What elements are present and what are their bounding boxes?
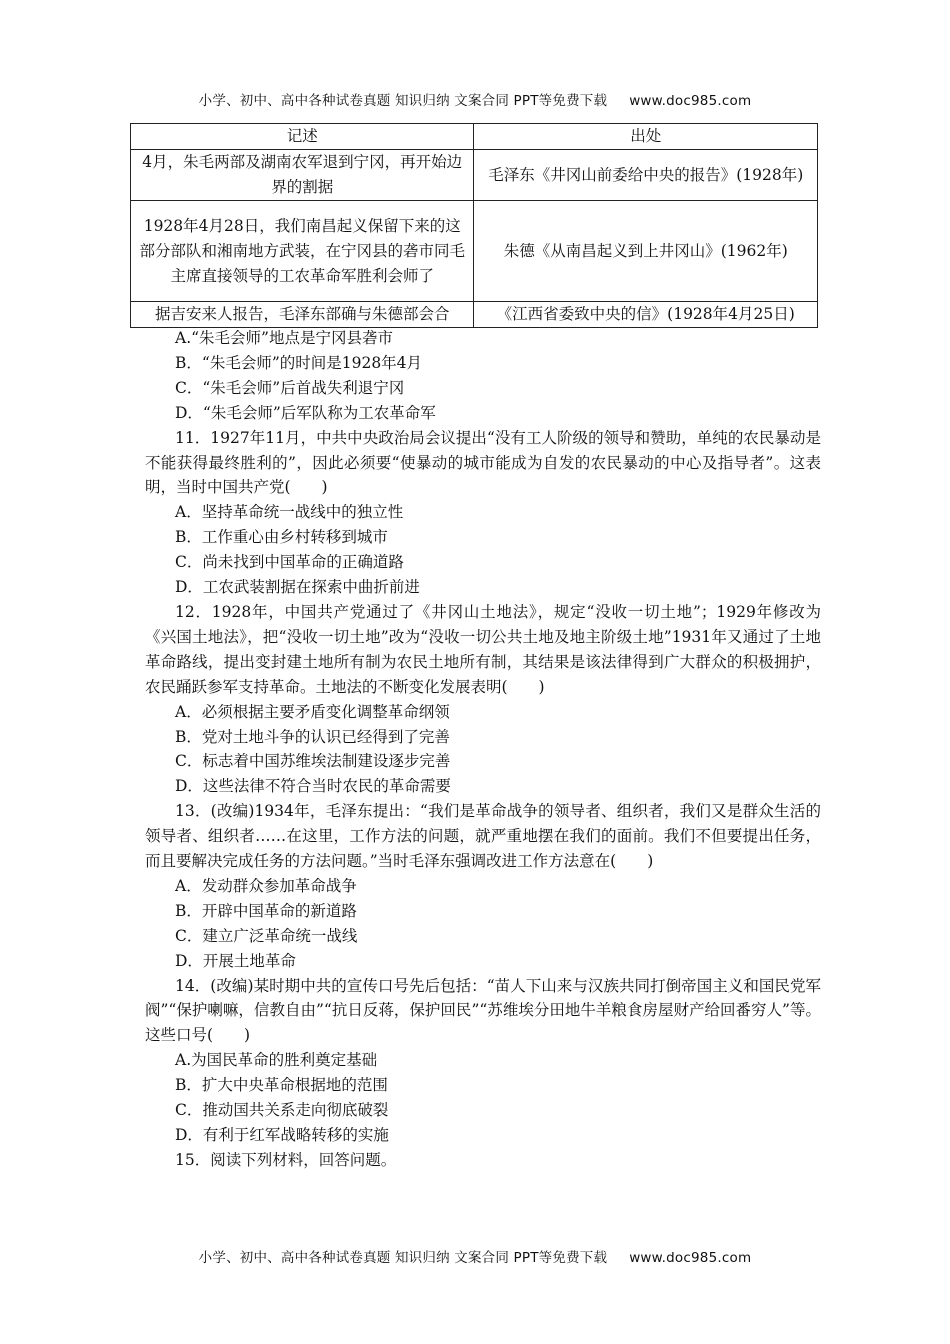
column-header-source: 出处 (474, 124, 818, 150)
question-14 (145, 974, 821, 1148)
table-row (131, 201, 818, 302)
option-c[interactable]: C．建立广泛革命统一战线 (175, 926, 358, 945)
page-footer (0, 1246, 950, 1266)
header-url[interactable]: www.doc985.com (629, 93, 752, 109)
option-d[interactable]: D．这些法律不符合当时农民的革命需要 (175, 777, 451, 796)
option-a[interactable]: A．坚持革命统一战线中的独立性 (175, 503, 404, 522)
question-stem: 14．(改编)某时期中共的宣传口号先后包括：“苗人下山来与汉族共同打倒帝国主义和国民党军阀”“保护喇嘛，信教自由”“抗日反蒋，保护回民”“苏维埃分田地牛羊粮食房屋财产给回番穷人”等。这些口号( ) (145, 976, 821, 1045)
table-row (131, 150, 818, 201)
option-c[interactable]: C．“朱毛会师”后首战失利退宁冈 (175, 378, 405, 397)
option-c[interactable]: C．标志着中国苏维埃法制建设逐步完善 (175, 752, 451, 771)
table-cell-source: 朱德《从南昌起义到上井冈山》(1962年) (474, 201, 818, 302)
table-row (131, 302, 818, 328)
column-header-record: 记述 (131, 124, 474, 150)
table-cell-record: 4月，朱毛两部及湖南农军退到宁冈，再开始边界的割据 (131, 150, 474, 201)
question-stem: 13．(改编)1934年，毛泽东提出：“我们是革命战争的领导者、组织者，我们又是群众生活的领导者、组织者……在这里，工作方法的问题，就严重地摆在我们的面前。我们不但要提出任务，而且要解决完成任务的方法问题。”当时毛泽东强调改进工作方法意在( ) (145, 802, 821, 871)
question-12 (145, 600, 821, 799)
table-cell-source: 毛泽东《井冈山前委给中央的报告》(1928年) (474, 150, 818, 201)
page-header (0, 89, 950, 109)
table-cell-record: 1928年4月28日，我们南昌起义保留下来的这部分部队和湘南地方武装，在宁冈县的砻市同毛主席直接领导的工农革命军胜利会师了 (131, 201, 474, 302)
option-c[interactable]: C．推动国共关系走向彻底破裂 (175, 1101, 389, 1120)
option-d[interactable]: D．“朱毛会师”后军队称为工农革命军 (175, 403, 436, 422)
question-stem: 12．1928年，中国共产党通过了《井冈山土地法》，规定“没收一切土地”；1929年修改为《兴国土地法》，把“没收一切土地”改为“没收一切公共土地及地主阶级土地”1931年又通过了土地革命路线，提出变封建土地所有制为农民土地所有制，其结果是该法律得到广大群众的积极拥护，农民踊跃参军支持革命。土地法的不断变化发展表明( ) (145, 602, 821, 696)
option-a[interactable]: A．发动群众参加革命战争 (175, 876, 357, 895)
option-a[interactable]: A．必须根据主要矛盾变化调整革命纲领 (175, 702, 450, 721)
option-d[interactable]: D．工农武装割据在探索中曲折前进 (175, 578, 420, 597)
option-b[interactable]: B．“朱毛会师”的时间是1928年4月 (175, 353, 423, 372)
question-10-options (145, 326, 821, 426)
option-d[interactable]: D．开展土地革命 (175, 951, 296, 970)
option-a[interactable]: A.“朱毛会师”地点是宁冈县砻市 (175, 329, 393, 347)
footer-url[interactable]: www.doc985.com (629, 1250, 752, 1266)
table-cell-source: 《江西省委致中央的信》(1928年4月25日) (474, 302, 818, 328)
option-b[interactable]: B．工作重心由乡村转移到城市 (175, 528, 388, 547)
question-13 (145, 799, 821, 973)
option-b[interactable]: B．党对土地斗争的认识已经得到了完善 (175, 727, 450, 746)
option-a[interactable]: A.为国民革命的胜利奠定基础 (175, 1051, 378, 1070)
question-content (145, 326, 821, 1173)
question-11 (145, 426, 821, 600)
footer-text: 小学、初中、高中各种试卷真题 知识归纳 文案合同 PPT等免费下载 (198, 1250, 608, 1266)
question-stem: 15．阅读下列材料，回答问题。 (175, 1150, 397, 1169)
option-b[interactable]: B．扩大中央革命根据地的范围 (175, 1076, 388, 1095)
table-cell-record: 据吉安来人报告，毛泽东部确与朱德部会合 (131, 302, 474, 328)
option-b[interactable]: B．开辟中国革命的新道路 (175, 901, 357, 920)
source-table (130, 123, 818, 328)
table-header-row (131, 124, 818, 150)
header-text: 小学、初中、高中各种试卷真题 知识归纳 文案合同 PPT等免费下载 (198, 93, 608, 109)
option-d[interactable]: D．有利于红军战略转移的实施 (175, 1126, 389, 1144)
option-c[interactable]: C．尚未找到中国革命的正确道路 (175, 553, 404, 572)
question-15 (145, 1148, 821, 1173)
question-stem: 11．1927年11月，中共中央政治局会议提出“没有工人阶级的领导和赞助，单纯的农民暴动是不能获得最终胜利的”，因此必须要“使暴动的城市能成为自发的农民暴动的中心及指导者”。这表明，当时中国共产党( ) (145, 428, 821, 497)
